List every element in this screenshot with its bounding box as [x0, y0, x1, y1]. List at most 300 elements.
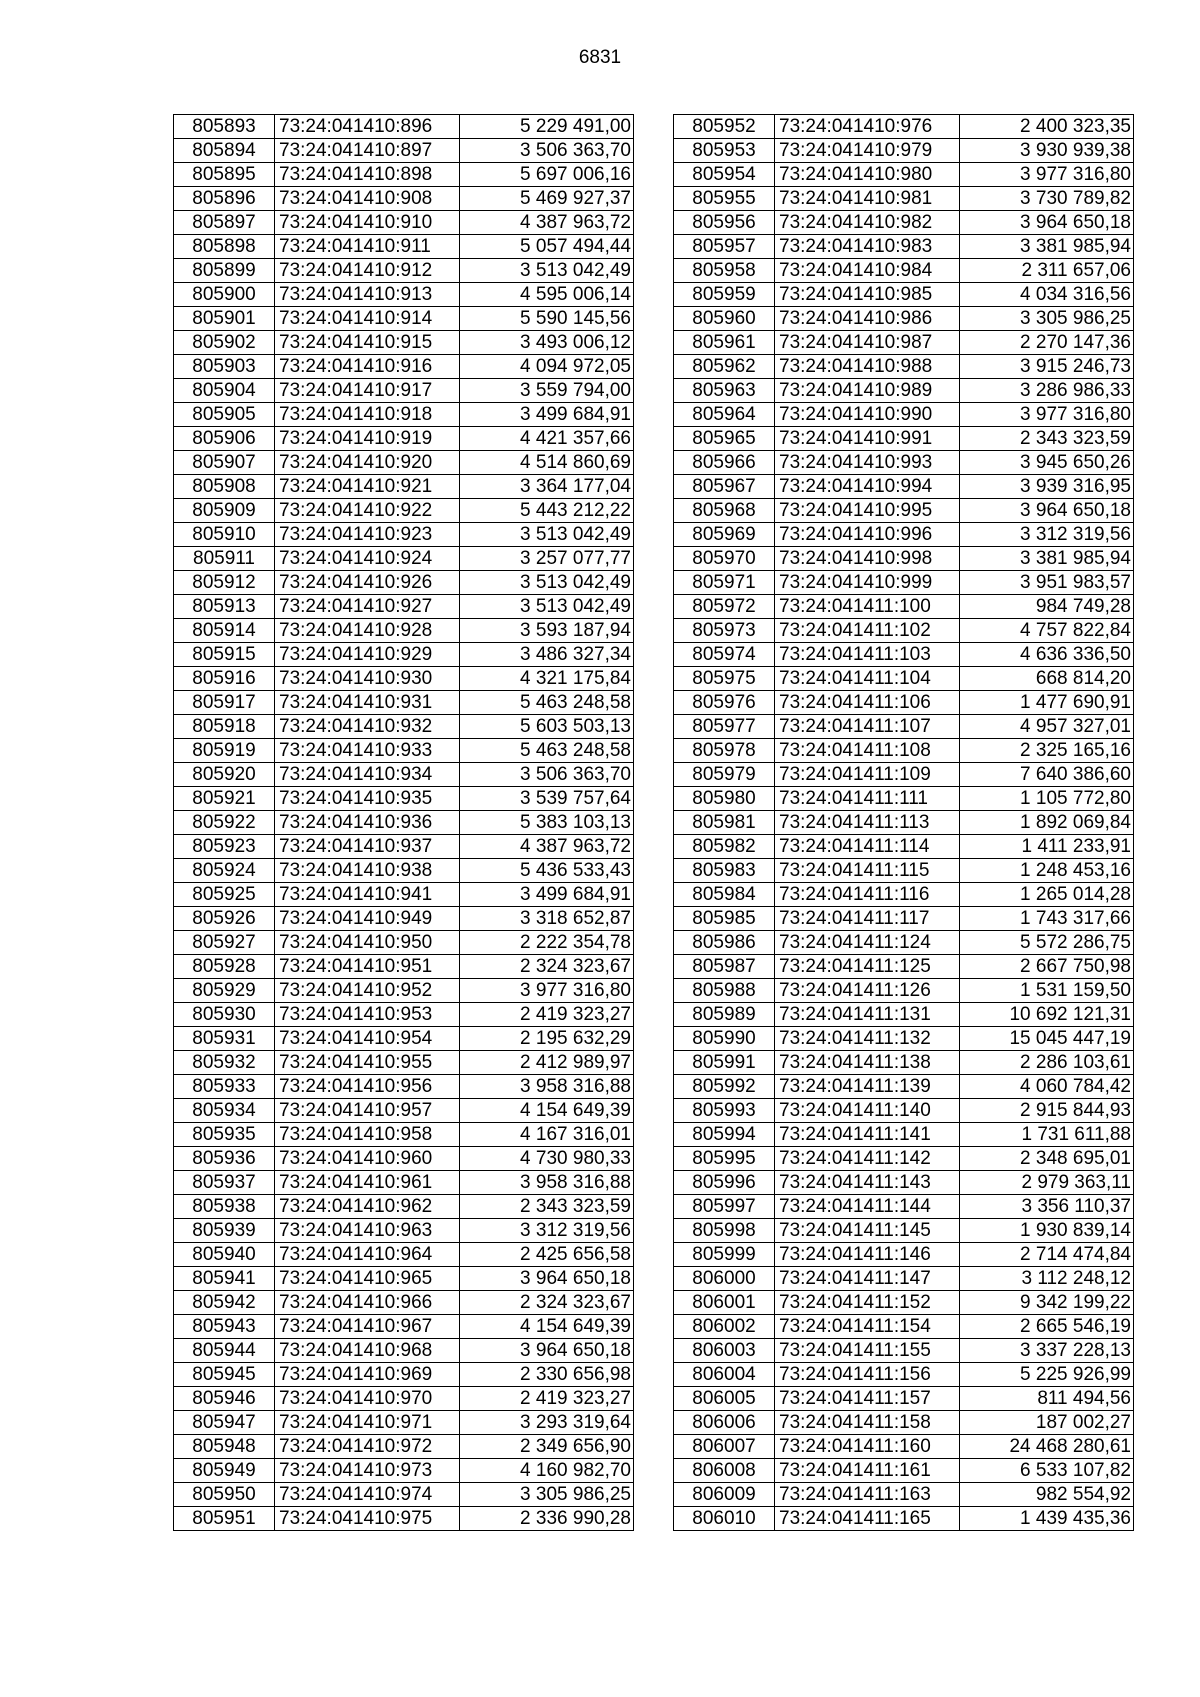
row-number-cell: 805993	[674, 1099, 775, 1123]
table-row	[674, 595, 1134, 619]
cadastral-number-cell: 73:24:041410:996	[775, 523, 960, 547]
row-number-cell: 805969	[674, 523, 775, 547]
table-row	[174, 931, 634, 955]
cadastral-value-cell: 9 342 199,22	[960, 1291, 1134, 1315]
table-row	[674, 139, 1134, 163]
cadastral-value-cell: 4 730 980,33	[460, 1147, 634, 1171]
row-number-cell: 805954	[674, 163, 775, 187]
cadastral-number-cell: 73:24:041410:975	[275, 1507, 460, 1531]
cadastral-number-cell: 73:24:041410:963	[275, 1219, 460, 1243]
cadastral-number-cell: 73:24:041410:898	[275, 163, 460, 187]
table-row	[174, 1051, 634, 1075]
table-row	[674, 355, 1134, 379]
cadastral-number-cell: 73:24:041410:920	[275, 451, 460, 475]
table-row	[174, 139, 634, 163]
cadastral-number-cell: 73:24:041411:163	[775, 1483, 960, 1507]
table-row	[174, 643, 634, 667]
table-row	[174, 763, 634, 787]
row-number-cell: 805974	[674, 643, 775, 667]
table-row	[674, 1507, 1134, 1531]
cadastral-number-cell: 73:24:041411:113	[775, 811, 960, 835]
cadastral-number-cell: 73:24:041410:922	[275, 499, 460, 523]
row-number-cell: 805935	[174, 1123, 275, 1147]
cadastral-number-cell: 73:24:041410:941	[275, 883, 460, 907]
row-number-cell: 805965	[674, 427, 775, 451]
table-row	[674, 163, 1134, 187]
cadastral-value-cell: 2 324 323,67	[460, 955, 634, 979]
cadastral-number-cell: 73:24:041410:965	[275, 1267, 460, 1291]
cadastral-value-cell: 4 421 357,66	[460, 427, 634, 451]
cadastral-value-cell: 1 477 690,91	[960, 691, 1134, 715]
table-row	[674, 451, 1134, 475]
table-row	[174, 1459, 634, 1483]
table-row	[174, 1243, 634, 1267]
cadastral-number-cell: 73:24:041410:915	[275, 331, 460, 355]
row-number-cell: 805960	[674, 307, 775, 331]
cadastral-number-cell: 73:24:041410:919	[275, 427, 460, 451]
table-row	[174, 115, 634, 139]
cadastral-number-cell: 73:24:041410:896	[275, 115, 460, 139]
row-number-cell: 805911	[174, 547, 275, 571]
row-number-cell: 805999	[674, 1243, 775, 1267]
cadastral-number-cell: 73:24:041410:973	[275, 1459, 460, 1483]
cadastral-value-cell: 3 381 985,94	[960, 547, 1134, 571]
table-row	[174, 787, 634, 811]
cadastral-value-cell: 3 513 042,49	[460, 259, 634, 283]
cadastral-value-cell: 2 915 844,93	[960, 1099, 1134, 1123]
cadastral-value-cell: 3 506 363,70	[460, 139, 634, 163]
cadastral-number-cell: 73:24:041410:980	[775, 163, 960, 187]
cadastral-number-cell: 73:24:041410:917	[275, 379, 460, 403]
row-number-cell: 805931	[174, 1027, 275, 1051]
row-number-cell: 805984	[674, 883, 775, 907]
row-number-cell: 805897	[174, 211, 275, 235]
cadastral-value-cell: 3 977 316,80	[960, 403, 1134, 427]
cadastral-value-cell: 2 330 656,98	[460, 1363, 634, 1387]
cadastral-number-cell: 73:24:041410:981	[775, 187, 960, 211]
row-number-cell: 805905	[174, 403, 275, 427]
row-number-cell: 805927	[174, 931, 275, 955]
row-number-cell: 805955	[674, 187, 775, 211]
cadastral-number-cell: 73:24:041411:108	[775, 739, 960, 763]
row-number-cell: 805992	[674, 1075, 775, 1099]
table-row	[674, 787, 1134, 811]
cadastral-number-cell: 73:24:041410:954	[275, 1027, 460, 1051]
table-row	[174, 547, 634, 571]
row-number-cell: 805930	[174, 1003, 275, 1027]
cadastral-value-cell: 2 667 750,98	[960, 955, 1134, 979]
row-number-cell: 805967	[674, 475, 775, 499]
table-row	[174, 595, 634, 619]
cadastral-value-cell: 2 286 103,61	[960, 1051, 1134, 1075]
table-row	[174, 1123, 634, 1147]
table-row	[674, 547, 1134, 571]
cadastral-value-cell: 1 743 317,66	[960, 907, 1134, 931]
cadastral-value-cell: 2 270 147,36	[960, 331, 1134, 355]
cadastral-value-cell: 5 383 103,13	[460, 811, 634, 835]
cadastral-number-cell: 73:24:041411:157	[775, 1387, 960, 1411]
row-number-cell: 805933	[174, 1075, 275, 1099]
cadastral-value-cell: 1 439 435,36	[960, 1507, 1134, 1531]
row-number-cell: 805936	[174, 1147, 275, 1171]
table-row	[174, 715, 634, 739]
cadastral-value-cell: 1 731 611,88	[960, 1123, 1134, 1147]
table-row	[674, 1315, 1134, 1339]
table-row	[174, 883, 634, 907]
row-number-cell: 805990	[674, 1027, 775, 1051]
table-row	[174, 235, 634, 259]
registry-table-left	[173, 114, 634, 1531]
cadastral-number-cell: 73:24:041410:935	[275, 787, 460, 811]
cadastral-value-cell: 5 057 494,44	[460, 235, 634, 259]
cadastral-value-cell: 3 499 684,91	[460, 883, 634, 907]
row-number-cell: 805997	[674, 1195, 775, 1219]
cadastral-value-cell: 2 324 323,67	[460, 1291, 634, 1315]
table-row	[674, 235, 1134, 259]
cadastral-value-cell: 2 419 323,27	[460, 1003, 634, 1027]
table-row	[674, 859, 1134, 883]
row-number-cell: 805985	[674, 907, 775, 931]
table-row	[174, 331, 634, 355]
cadastral-number-cell: 73:24:041411:126	[775, 979, 960, 1003]
table-row	[674, 259, 1134, 283]
cadastral-value-cell: 3 513 042,49	[460, 571, 634, 595]
table-row	[674, 1483, 1134, 1507]
row-number-cell: 805916	[174, 667, 275, 691]
cadastral-number-cell: 73:24:041410:982	[775, 211, 960, 235]
table-row	[674, 115, 1134, 139]
table-row	[674, 1195, 1134, 1219]
cadastral-value-cell: 3 381 985,94	[960, 235, 1134, 259]
table-row	[674, 307, 1134, 331]
table-row	[174, 475, 634, 499]
row-number-cell: 805912	[174, 571, 275, 595]
cadastral-number-cell: 73:24:041411:145	[775, 1219, 960, 1243]
cadastral-value-cell: 3 964 650,18	[960, 211, 1134, 235]
cadastral-number-cell: 73:24:041410:988	[775, 355, 960, 379]
row-number-cell: 805976	[674, 691, 775, 715]
cadastral-value-cell: 2 348 695,01	[960, 1147, 1134, 1171]
table-row	[674, 643, 1134, 667]
cadastral-value-cell: 3 730 789,82	[960, 187, 1134, 211]
row-number-cell: 806001	[674, 1291, 775, 1315]
cadastral-value-cell: 5 603 503,13	[460, 715, 634, 739]
cadastral-value-cell: 2 336 990,28	[460, 1507, 634, 1531]
cadastral-number-cell: 73:24:041411:154	[775, 1315, 960, 1339]
cadastral-value-cell: 3 945 650,26	[960, 451, 1134, 475]
cadastral-number-cell: 73:24:041410:979	[775, 139, 960, 163]
cadastral-number-cell: 73:24:041410:986	[775, 307, 960, 331]
cadastral-number-cell: 73:24:041411:106	[775, 691, 960, 715]
cadastral-value-cell: 15 045 447,19	[960, 1027, 1134, 1051]
table-row	[674, 691, 1134, 715]
row-number-cell: 805940	[174, 1243, 275, 1267]
cadastral-number-cell: 73:24:041410:937	[275, 835, 460, 859]
table-row	[174, 1339, 634, 1363]
cadastral-number-cell: 73:24:041411:142	[775, 1147, 960, 1171]
row-number-cell: 806004	[674, 1363, 775, 1387]
cadastral-value-cell: 982 554,92	[960, 1483, 1134, 1507]
row-number-cell: 805921	[174, 787, 275, 811]
row-number-cell: 805951	[174, 1507, 275, 1531]
cadastral-value-cell: 10 692 121,31	[960, 1003, 1134, 1027]
cadastral-value-cell: 3 305 986,25	[960, 307, 1134, 331]
cadastral-number-cell: 73:24:041410:985	[775, 283, 960, 307]
table-row	[174, 691, 634, 715]
table-row	[174, 355, 634, 379]
row-number-cell: 805983	[674, 859, 775, 883]
cadastral-value-cell: 5 572 286,75	[960, 931, 1134, 955]
cadastral-number-cell: 73:24:041410:949	[275, 907, 460, 931]
cadastral-number-cell: 73:24:041411:115	[775, 859, 960, 883]
cadastral-value-cell: 3 513 042,49	[460, 595, 634, 619]
cadastral-number-cell: 73:24:041410:964	[275, 1243, 460, 1267]
cadastral-number-cell: 73:24:041410:971	[275, 1411, 460, 1435]
row-number-cell: 805941	[174, 1267, 275, 1291]
cadastral-number-cell: 73:24:041410:938	[275, 859, 460, 883]
cadastral-value-cell: 3 318 652,87	[460, 907, 634, 931]
table-row	[674, 1147, 1134, 1171]
cadastral-number-cell: 73:24:041411:107	[775, 715, 960, 739]
table-row	[674, 1267, 1134, 1291]
cadastral-value-cell: 2 349 656,90	[460, 1435, 634, 1459]
cadastral-value-cell: 1 411 233,91	[960, 835, 1134, 859]
cadastral-value-cell: 984 749,28	[960, 595, 1134, 619]
cadastral-number-cell: 73:24:041410:968	[275, 1339, 460, 1363]
row-number-cell: 805952	[674, 115, 775, 139]
row-number-cell: 805970	[674, 547, 775, 571]
row-number-cell: 805948	[174, 1435, 275, 1459]
table-row	[174, 859, 634, 883]
row-number-cell: 805893	[174, 115, 275, 139]
cadastral-value-cell: 3 964 650,18	[960, 499, 1134, 523]
row-number-cell: 805918	[174, 715, 275, 739]
table-row	[674, 739, 1134, 763]
cadastral-value-cell: 3 513 042,49	[460, 523, 634, 547]
cadastral-number-cell: 73:24:041411:141	[775, 1123, 960, 1147]
cadastral-value-cell: 1 105 772,80	[960, 787, 1134, 811]
row-number-cell: 805919	[174, 739, 275, 763]
cadastral-number-cell: 73:24:041410:976	[775, 115, 960, 139]
table-row	[674, 1027, 1134, 1051]
row-number-cell: 805959	[674, 283, 775, 307]
table-row	[674, 523, 1134, 547]
row-number-cell: 805944	[174, 1339, 275, 1363]
row-number-cell: 805968	[674, 499, 775, 523]
cadastral-value-cell: 3 506 363,70	[460, 763, 634, 787]
table-row	[174, 739, 634, 763]
cadastral-number-cell: 73:24:041410:958	[275, 1123, 460, 1147]
cadastral-value-cell: 4 957 327,01	[960, 715, 1134, 739]
row-number-cell: 805939	[174, 1219, 275, 1243]
cadastral-number-cell: 73:24:041410:933	[275, 739, 460, 763]
row-number-cell: 805988	[674, 979, 775, 1003]
cadastral-number-cell: 73:24:041410:984	[775, 259, 960, 283]
table-row	[674, 1459, 1134, 1483]
table-row	[674, 475, 1134, 499]
table-row	[174, 1003, 634, 1027]
cadastral-value-cell: 5 590 145,56	[460, 307, 634, 331]
row-number-cell: 805929	[174, 979, 275, 1003]
cadastral-number-cell: 73:24:041411:156	[775, 1363, 960, 1387]
cadastral-value-cell: 3 499 684,91	[460, 403, 634, 427]
cadastral-number-cell: 73:24:041410:932	[275, 715, 460, 739]
cadastral-number-cell: 73:24:041410:953	[275, 1003, 460, 1027]
table-row	[174, 427, 634, 451]
registry-table-left-body	[174, 115, 634, 1531]
table-row	[674, 619, 1134, 643]
cadastral-number-cell: 73:24:041410:974	[275, 1483, 460, 1507]
cadastral-value-cell: 4 514 860,69	[460, 451, 634, 475]
cadastral-value-cell: 4 154 649,39	[460, 1099, 634, 1123]
table-row	[174, 979, 634, 1003]
row-number-cell: 805995	[674, 1147, 775, 1171]
cadastral-number-cell: 73:24:041411:138	[775, 1051, 960, 1075]
table-row	[674, 499, 1134, 523]
cadastral-value-cell: 3 958 316,88	[460, 1075, 634, 1099]
cadastral-number-cell: 73:24:041410:936	[275, 811, 460, 835]
cadastral-value-cell: 4 154 649,39	[460, 1315, 634, 1339]
table-row	[674, 907, 1134, 931]
cadastral-number-cell: 73:24:041410:966	[275, 1291, 460, 1315]
cadastral-value-cell: 4 757 822,84	[960, 619, 1134, 643]
table-row	[174, 523, 634, 547]
row-number-cell: 806000	[674, 1267, 775, 1291]
table-row	[174, 1411, 634, 1435]
cadastral-value-cell: 4 387 963,72	[460, 211, 634, 235]
table-row	[674, 811, 1134, 835]
row-number-cell: 805934	[174, 1099, 275, 1123]
table-row	[674, 667, 1134, 691]
cadastral-number-cell: 73:24:041410:924	[275, 547, 460, 571]
cadastral-value-cell: 3 964 650,18	[460, 1339, 634, 1363]
table-row	[174, 283, 634, 307]
table-row	[174, 451, 634, 475]
table-row	[174, 667, 634, 691]
cadastral-value-cell: 24 468 280,61	[960, 1435, 1134, 1459]
table-row	[674, 1243, 1134, 1267]
cadastral-value-cell: 2 425 656,58	[460, 1243, 634, 1267]
table-row	[174, 211, 634, 235]
row-number-cell: 805906	[174, 427, 275, 451]
cadastral-number-cell: 73:24:041410:999	[775, 571, 960, 595]
table-row	[674, 1123, 1134, 1147]
cadastral-number-cell: 73:24:041411:111	[775, 787, 960, 811]
cadastral-value-cell: 5 463 248,58	[460, 691, 634, 715]
row-number-cell: 805932	[174, 1051, 275, 1075]
row-number-cell: 805996	[674, 1171, 775, 1195]
row-number-cell: 805925	[174, 883, 275, 907]
table-row	[174, 1483, 634, 1507]
cadastral-value-cell: 1 892 069,84	[960, 811, 1134, 835]
cadastral-value-cell: 3 257 077,77	[460, 547, 634, 571]
cadastral-number-cell: 73:24:041410:961	[275, 1171, 460, 1195]
cadastral-number-cell: 73:24:041410:911	[275, 235, 460, 259]
table-row	[674, 1411, 1134, 1435]
row-number-cell: 805904	[174, 379, 275, 403]
cadastral-number-cell: 73:24:041410:927	[275, 595, 460, 619]
cadastral-value-cell: 4 387 963,72	[460, 835, 634, 859]
row-number-cell: 805928	[174, 955, 275, 979]
table-row	[674, 211, 1134, 235]
table-row	[174, 1363, 634, 1387]
cadastral-value-cell: 3 293 319,64	[460, 1411, 634, 1435]
cadastral-number-cell: 73:24:041410:994	[775, 475, 960, 499]
table-row	[174, 1171, 634, 1195]
cadastral-value-cell: 3 312 319,56	[960, 523, 1134, 547]
cadastral-value-cell: 3 312 319,56	[460, 1219, 634, 1243]
cadastral-number-cell: 73:24:041410:921	[275, 475, 460, 499]
cadastral-number-cell: 73:24:041410:912	[275, 259, 460, 283]
cadastral-number-cell: 73:24:041410:957	[275, 1099, 460, 1123]
row-number-cell: 805949	[174, 1459, 275, 1483]
cadastral-value-cell: 2 311 657,06	[960, 259, 1134, 283]
cadastral-number-cell: 73:24:041410:998	[775, 547, 960, 571]
cadastral-number-cell: 73:24:041410:972	[275, 1435, 460, 1459]
table-row	[674, 1219, 1134, 1243]
cadastral-value-cell: 3 337 228,13	[960, 1339, 1134, 1363]
table-row	[674, 1051, 1134, 1075]
cadastral-number-cell: 73:24:041410:897	[275, 139, 460, 163]
cadastral-value-cell: 4 321 175,84	[460, 667, 634, 691]
cadastral-number-cell: 73:24:041411:139	[775, 1075, 960, 1099]
registry-table-right	[673, 114, 1134, 1531]
cadastral-value-cell: 7 640 386,60	[960, 763, 1134, 787]
cadastral-value-cell: 1 930 839,14	[960, 1219, 1134, 1243]
cadastral-number-cell: 73:24:041411:132	[775, 1027, 960, 1051]
table-row	[674, 1435, 1134, 1459]
row-number-cell: 805902	[174, 331, 275, 355]
cadastral-number-cell: 73:24:041410:918	[275, 403, 460, 427]
table-row	[174, 1075, 634, 1099]
row-number-cell: 805950	[174, 1483, 275, 1507]
cadastral-number-cell: 73:24:041410:914	[275, 307, 460, 331]
row-number-cell: 805926	[174, 907, 275, 931]
row-number-cell: 805946	[174, 1387, 275, 1411]
cadastral-number-cell: 73:24:041410:930	[275, 667, 460, 691]
cadastral-value-cell: 1 248 453,16	[960, 859, 1134, 883]
row-number-cell: 805998	[674, 1219, 775, 1243]
row-number-cell: 805963	[674, 379, 775, 403]
cadastral-number-cell: 73:24:041411:109	[775, 763, 960, 787]
table-row	[674, 763, 1134, 787]
cadastral-value-cell: 2 419 323,27	[460, 1387, 634, 1411]
row-number-cell: 805964	[674, 403, 775, 427]
cadastral-value-cell: 4 034 316,56	[960, 283, 1134, 307]
row-number-cell: 805947	[174, 1411, 275, 1435]
row-number-cell: 806006	[674, 1411, 775, 1435]
row-number-cell: 805937	[174, 1171, 275, 1195]
table-row	[674, 1171, 1134, 1195]
cadastral-number-cell: 73:24:041411:143	[775, 1171, 960, 1195]
row-number-cell: 806008	[674, 1459, 775, 1483]
row-number-cell: 805979	[674, 763, 775, 787]
row-number-cell: 806003	[674, 1339, 775, 1363]
cadastral-value-cell: 3 559 794,00	[460, 379, 634, 403]
cadastral-value-cell: 3 305 986,25	[460, 1483, 634, 1507]
cadastral-number-cell: 73:24:041411:103	[775, 643, 960, 667]
cadastral-value-cell: 811 494,56	[960, 1387, 1134, 1411]
table-row	[174, 1435, 634, 1459]
cadastral-number-cell: 73:24:041410:955	[275, 1051, 460, 1075]
table-row	[174, 1387, 634, 1411]
row-number-cell: 805986	[674, 931, 775, 955]
table-row	[674, 979, 1134, 1003]
cadastral-number-cell: 73:24:041411:131	[775, 1003, 960, 1027]
row-number-cell: 805920	[174, 763, 275, 787]
cadastral-value-cell: 4 160 982,70	[460, 1459, 634, 1483]
row-number-cell: 805987	[674, 955, 775, 979]
